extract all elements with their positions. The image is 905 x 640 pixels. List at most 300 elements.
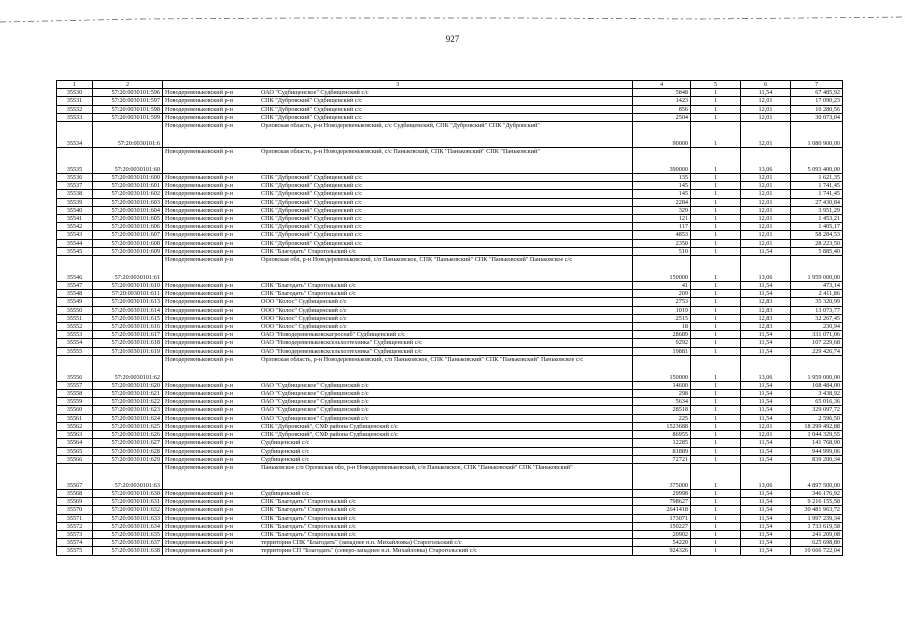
- description-text: ОАО "Судбищенское" Судбищенский с/с: [261, 398, 369, 406]
- table-row: [57, 206, 843, 214]
- table-row: [57, 522, 843, 530]
- district-name: Новодеревеньковский р-н: [165, 182, 233, 190]
- cadastral-value: 30 073,04: [791, 113, 843, 121]
- district-name: Новодеревеньковский р-н: [165, 390, 233, 398]
- row-number: 35554: [57, 339, 93, 347]
- table-row: [57, 148, 843, 174]
- cadastral-value: 27 430,84: [791, 198, 843, 206]
- row-number: 35553: [57, 331, 93, 339]
- district-name: Новодеревеньковский р-н: [165, 447, 233, 455]
- cadastral-value: 625 698,80: [791, 539, 843, 547]
- description-text: ООО "Колос" Судбищенский с/с: [261, 306, 347, 314]
- rate-value: 11,54: [741, 390, 791, 398]
- coefficient: 1: [691, 97, 741, 105]
- location-description: [163, 331, 633, 339]
- cadastral-number: 57:20:0030101:635: [93, 530, 163, 538]
- area-value: 924326: [633, 547, 691, 555]
- district-name: Новодеревеньковский р-н: [165, 113, 233, 121]
- location-description: [163, 390, 633, 398]
- description-text: СПК "Благодать" Старогольский с/с: [261, 498, 356, 506]
- cadastral-value: 839 200,34: [791, 455, 843, 463]
- cadastral-value: 1 997 239,34: [791, 514, 843, 522]
- area-value: 1423: [633, 97, 691, 105]
- location-description: [163, 97, 633, 105]
- rate-value: 11,54: [741, 439, 791, 447]
- row-number: 35567: [57, 463, 93, 489]
- district-name: Новодеревеньковский р-н: [165, 339, 233, 347]
- table-row: [57, 489, 843, 497]
- cadastral-value: 3 951,29: [791, 206, 843, 214]
- table-row: [57, 547, 843, 555]
- table-row: [57, 530, 843, 538]
- district-name: Новодеревеньковский р-н: [165, 455, 233, 463]
- table-row: [57, 431, 843, 439]
- area-value: 2350: [633, 239, 691, 247]
- district-name: Новодеревеньковский р-н: [165, 223, 233, 231]
- coefficient: 1: [691, 148, 741, 174]
- cadastral-value: 346 176,92: [791, 489, 843, 497]
- table-row: [57, 355, 843, 381]
- area-value: 29998: [633, 489, 691, 497]
- description-text: Судбищенский с/с: [261, 439, 310, 447]
- row-number: 35538: [57, 190, 93, 198]
- table-row: [57, 539, 843, 547]
- coefficient: 1: [691, 215, 741, 223]
- description-text: СПК "Дубровский" Судбищенский с/с: [261, 239, 362, 247]
- row-number: 35569: [57, 498, 93, 506]
- area-value: 5634: [633, 398, 691, 406]
- description-text: территория СП "Благодать" (северо-западнее н.п. Михайловка) Старогольский с/с: [261, 547, 477, 555]
- cadastral-number: 57:20:0030101:631: [93, 498, 163, 506]
- table-row: [57, 339, 843, 347]
- row-number: 35575: [57, 547, 93, 555]
- row-number: 35571: [57, 514, 93, 522]
- cadastral-number: 57:20:0030101:602: [93, 190, 163, 198]
- district-name: Новодеревеньковский р-н: [165, 206, 233, 214]
- cadastral-number: 57:20:0030101:615: [93, 314, 163, 322]
- cadastral-number: 57:20:0030101:626: [93, 431, 163, 439]
- table-row: [57, 256, 843, 282]
- cadastral-number: 57:20:0030101:633: [93, 514, 163, 522]
- rate-value: 11,54: [741, 455, 791, 463]
- cadastral-value: 141 768,90: [791, 439, 843, 447]
- table-row: [57, 447, 843, 455]
- rate-value: 12,83: [741, 314, 791, 322]
- row-number: 35545: [57, 247, 93, 255]
- coefficient: 1: [691, 381, 741, 389]
- cadastral-value: 168 484,00: [791, 381, 843, 389]
- cadastral-value: 5 885,40: [791, 247, 843, 255]
- cadastral-number: 57:20:0030101:629: [93, 455, 163, 463]
- district-name: Новодеревеньковский р-н: [165, 306, 233, 314]
- location-description: [163, 455, 633, 463]
- location-description: [163, 547, 633, 555]
- area-value: 209: [633, 290, 691, 298]
- location-description: [163, 223, 633, 231]
- table-row: [57, 198, 843, 206]
- coefficient: 1: [691, 390, 741, 398]
- row-number: 35534: [57, 122, 93, 148]
- location-description: [163, 113, 633, 121]
- location-description: [163, 439, 633, 447]
- area-value: 510: [633, 247, 691, 255]
- coefficient: 1: [691, 347, 741, 355]
- row-number: 35551: [57, 314, 93, 322]
- row-number: 35570: [57, 506, 93, 514]
- coefficient: 1: [691, 182, 741, 190]
- description-text: Орловская обл, р-н Новодеревеньковский, с/п Паньковское, СПК "Паньковский" СПК "Паньковский" Паньковское с/с: [261, 256, 573, 264]
- location-description: [163, 247, 633, 255]
- district-name: Новодеревеньковский р-н: [165, 105, 233, 113]
- location-description: [163, 414, 633, 422]
- coefficient: 1: [691, 89, 741, 97]
- description-text: СПК "Дубровский" Судбищенский с/с: [261, 206, 362, 214]
- cadastral-number: 57:20:0030101:619: [93, 347, 163, 355]
- district-name: Новодеревеньковский р-н: [165, 239, 233, 247]
- rate-value: 11,54: [741, 247, 791, 255]
- description-text: СПК "Дубровский" Судбищенский с/с: [261, 105, 362, 113]
- coefficient: 1: [691, 290, 741, 298]
- cadastral-number: 57:20:0030101:638: [93, 547, 163, 555]
- cadastral-number: 57:20:0030101:621: [93, 390, 163, 398]
- cadastral-number: 57:20:0030101:603: [93, 198, 163, 206]
- cadastral-value: 1 959 000,00: [791, 355, 843, 381]
- table-row: [57, 306, 843, 314]
- cadastral-value: 1 405,17: [791, 223, 843, 231]
- table-row: [57, 514, 843, 522]
- row-number: 35552: [57, 323, 93, 331]
- location-description: [163, 431, 633, 439]
- district-name: Новодеревеньковский р-н: [165, 347, 233, 355]
- coefficient: 1: [691, 455, 741, 463]
- coefficient: 1: [691, 447, 741, 455]
- description-text: Орловская область, р-н Новодеревеньковский, с/с Судбищенский, СПК "Дубровский" СПК "Дубровский": [261, 122, 540, 130]
- column-header: 3: [163, 81, 633, 89]
- cadastral-value: 2 411,86: [791, 290, 843, 298]
- coefficient: 1: [691, 514, 741, 522]
- table-row: [57, 239, 843, 247]
- rate-value: 11,54: [741, 414, 791, 422]
- cadastral-number: 57:20:0030101:607: [93, 231, 163, 239]
- cadastral-value: 329 097,72: [791, 406, 843, 414]
- cadastral-number: 57:20:0030101:611: [93, 290, 163, 298]
- row-number: 35531: [57, 97, 93, 105]
- cadastral-number: 57:20:0030101:628: [93, 447, 163, 455]
- district-name: Новодеревеньковский р-н: [165, 331, 233, 339]
- location-description: [163, 122, 633, 148]
- rate-value: 12,01: [741, 122, 791, 148]
- district-name: Новодеревеньковский р-н: [165, 514, 233, 522]
- table-row: [57, 406, 843, 414]
- district-name: Новодеревеньковский р-н: [165, 539, 233, 547]
- coefficient: 1: [691, 122, 741, 148]
- table-row: [57, 323, 843, 331]
- area-value: 5848: [633, 89, 691, 97]
- coefficient: 1: [691, 498, 741, 506]
- description-text: СПК "Благодать" Старогольский с/с: [261, 514, 356, 522]
- description-text: СПК "Благодать" Старогольский с/с: [261, 290, 356, 298]
- coefficient: 1: [691, 406, 741, 414]
- row-number: 35559: [57, 398, 93, 406]
- location-description: [163, 539, 633, 547]
- area-value: 72721: [633, 455, 691, 463]
- location-description: [163, 406, 633, 414]
- table-row: [57, 314, 843, 322]
- cadastral-value: 1 959 000,00: [791, 256, 843, 282]
- rate-value: 12,01: [741, 182, 791, 190]
- location-description: [163, 282, 633, 290]
- land-registry-table: [56, 80, 843, 556]
- description-text: СПК "Дубровский", СХФ района Судбищенский с/с: [261, 431, 398, 439]
- cadastral-number: 57:20:0030101:634: [93, 522, 163, 530]
- area-value: 150000: [633, 355, 691, 381]
- cadastral-number: 57:20:0030101:624: [93, 414, 163, 422]
- area-value: 173071: [633, 514, 691, 522]
- area-value: 28518: [633, 406, 691, 414]
- table-row: [57, 97, 843, 105]
- description-text: Судбищенский с/с: [261, 447, 310, 455]
- rate-value: 11,54: [741, 339, 791, 347]
- description-text: СПК "Дубровский" Судбищенский с/с: [261, 97, 362, 105]
- cadastral-number: 57:20:0030101:60: [93, 148, 163, 174]
- rate-value: 12,01: [741, 215, 791, 223]
- location-description: [163, 355, 633, 381]
- rate-value: 12,83: [741, 323, 791, 331]
- district-name: Новодеревеньковский р-н: [165, 174, 233, 182]
- rate-value: 11,54: [741, 539, 791, 547]
- area-value: 329: [633, 206, 691, 214]
- row-number: 35539: [57, 198, 93, 206]
- area-value: 12285: [633, 439, 691, 447]
- description-text: ОАО "Судбищенское" Судбищенский с/с: [261, 390, 369, 398]
- location-description: [163, 190, 633, 198]
- row-number: 35547: [57, 282, 93, 290]
- cadastral-number: 57:20:0030101:598: [93, 105, 163, 113]
- location-description: [163, 105, 633, 113]
- district-name: Новодеревеньковский р-н: [165, 381, 233, 389]
- table-row: [57, 190, 843, 198]
- cadastral-value: 107 229,68: [791, 339, 843, 347]
- row-number: 35572: [57, 522, 93, 530]
- row-number: 35548: [57, 290, 93, 298]
- coefficient: 1: [691, 306, 741, 314]
- rate-value: 12,01: [741, 231, 791, 239]
- cadastral-value: 3 438,92: [791, 390, 843, 398]
- location-description: [163, 323, 633, 331]
- table-row: [57, 422, 843, 430]
- cadastral-value: 32 267,45: [791, 314, 843, 322]
- description-text: ООО "Колос" Судбищенский с/с: [261, 314, 347, 322]
- rate-value: 13,06: [741, 256, 791, 282]
- row-number: 35544: [57, 239, 93, 247]
- district-name: Новодеревеньковский р-н: [165, 414, 233, 422]
- coefficient: 1: [691, 198, 741, 206]
- coefficient: 1: [691, 298, 741, 306]
- cadastral-value: 1 044 329,55: [791, 431, 843, 439]
- coefficient: 1: [691, 414, 741, 422]
- cadastral-number: 57:20:0030101:610: [93, 282, 163, 290]
- district-name: Новодеревеньковский р-н: [165, 406, 233, 414]
- row-number: 35550: [57, 306, 93, 314]
- rate-value: 12,01: [741, 97, 791, 105]
- location-description: [163, 447, 633, 455]
- coefficient: 1: [691, 247, 741, 255]
- cadastral-number: 57:20:0030101:6: [93, 122, 163, 148]
- cadastral-value: 1 453,21: [791, 215, 843, 223]
- cadastral-value: 230,94: [791, 323, 843, 331]
- coefficient: 1: [691, 547, 741, 555]
- cadastral-value: 58 284,53: [791, 231, 843, 239]
- cadastral-value: 67 485,92: [791, 89, 843, 97]
- row-number: 35558: [57, 390, 93, 398]
- district-name: Новодеревеньковский р-н: [165, 247, 233, 255]
- table-row: [57, 347, 843, 355]
- row-number: 35546: [57, 256, 93, 282]
- table-row: [57, 113, 843, 121]
- description-text: ООО "Колос" Судбищенский с/с: [261, 298, 347, 306]
- cadastral-number: 57:20:0030101:630: [93, 489, 163, 497]
- cadastral-value: 241 209,08: [791, 530, 843, 538]
- description-text: ОАО "Судбищенское" Судбищенский с/с: [261, 381, 369, 389]
- coefficient: 1: [691, 174, 741, 182]
- description-text: СПК "Дубровский" Судбищенский с/с: [261, 223, 362, 231]
- cadastral-value: 30 481 963,72: [791, 506, 843, 514]
- location-description: [163, 314, 633, 322]
- row-number: 35560: [57, 406, 93, 414]
- district-name: Новодеревеньковский р-н: [165, 148, 233, 156]
- area-value: 19881: [633, 347, 691, 355]
- rate-value: 13,06: [741, 355, 791, 381]
- rate-value: 11,54: [741, 347, 791, 355]
- area-value: 117: [633, 223, 691, 231]
- rate-value: 11,54: [741, 514, 791, 522]
- row-number: 35574: [57, 539, 93, 547]
- description-text: СПК "Благодать" Старогольский с/с: [261, 522, 356, 530]
- location-description: [163, 489, 633, 497]
- row-number: 35573: [57, 530, 93, 538]
- location-description: [163, 381, 633, 389]
- area-value: 2515: [633, 314, 691, 322]
- district-name: Новодеревеньковский р-н: [165, 398, 233, 406]
- district-name: Новодеревеньковский р-н: [165, 530, 233, 538]
- district-name: Новодеревеньковский р-н: [165, 89, 233, 97]
- description-text: ООО "Колос" Судбищенский с/с: [261, 323, 347, 331]
- description-text: ОАО "Новодеревеньковсксельхозтехника" Судбищенский с/с: [261, 339, 422, 347]
- location-description: [163, 231, 633, 239]
- district-name: Новодеревеньковский р-н: [165, 522, 233, 530]
- row-number: 35543: [57, 231, 93, 239]
- description-text: СПК "Дубровский" Судбищенский с/с: [261, 174, 362, 182]
- description-text: СПК "Благодать" Старогольский с/с: [261, 506, 356, 514]
- cadastral-number: 57:20:0030101:618: [93, 339, 163, 347]
- table-row: [57, 89, 843, 97]
- rate-value: 12,01: [741, 105, 791, 113]
- table-row: [57, 331, 843, 339]
- cadastral-number: 57:20:0030101:599: [93, 113, 163, 121]
- rate-value: 11,54: [741, 290, 791, 298]
- district-name: Новодеревеньковский р-н: [165, 122, 233, 130]
- row-number: 35549: [57, 298, 93, 306]
- coefficient: 1: [691, 422, 741, 430]
- row-number: 35541: [57, 215, 93, 223]
- rate-value: 12,83: [741, 306, 791, 314]
- description-text: СПК "Дубровский" Судбищенский с/с: [261, 231, 362, 239]
- cadastral-number: 57:20:0030101:61: [93, 256, 163, 282]
- district-name: Новодеревеньковский р-н: [165, 422, 233, 430]
- description-text: Орловская область, р-н Новодеревеньковский, с/п Паньковское, СПК "Паньковский" СПК "Паньковский" Паньковское с/с: [261, 355, 584, 363]
- district-name: Новодеревеньковский р-н: [165, 355, 233, 363]
- column-header: 5: [691, 81, 741, 89]
- description-text: Паньковское с/п Орловская обл, р-н Новодеревеньковский, с/п Паньковское, СПК "Паньковский" СПК "Паньковский": [261, 463, 573, 471]
- row-number: 35557: [57, 381, 93, 389]
- coefficient: 1: [691, 398, 741, 406]
- table-row: [57, 105, 843, 113]
- coefficient: 1: [691, 282, 741, 290]
- table-row: [57, 122, 843, 148]
- description-text: территория СПК "Благодать" (западнее н.п. Михайловка) Старогольский с/с: [261, 539, 462, 547]
- rate-value: 11,54: [741, 506, 791, 514]
- column-header: 6: [741, 81, 791, 89]
- table-row: [57, 182, 843, 190]
- cadastral-number: 57:20:0030101:597: [93, 97, 163, 105]
- description-text: СПК "Дубровский" Судбищенский с/с: [261, 182, 362, 190]
- cadastral-number: 57:20:0030101:609: [93, 247, 163, 255]
- cadastral-value: 13 073,77: [791, 306, 843, 314]
- table-row: [57, 498, 843, 506]
- district-name: Новодеревеньковский р-н: [165, 431, 233, 439]
- coefficient: 1: [691, 323, 741, 331]
- area-value: 856: [633, 105, 691, 113]
- cadastral-number: 57:20:0030101:627: [93, 439, 163, 447]
- row-number: 35563: [57, 431, 93, 439]
- cadastral-value: 9 216 155,58: [791, 498, 843, 506]
- coefficient: 1: [691, 489, 741, 497]
- coefficient: 1: [691, 339, 741, 347]
- cadastral-value: 4 897 500,00: [791, 463, 843, 489]
- description-text: ОАО "Судбищенское" Судбищенский с/с: [261, 89, 369, 97]
- table-row: [57, 455, 843, 463]
- description-text: Судбищенский с/с: [261, 455, 310, 463]
- row-number: 35562: [57, 422, 93, 430]
- table-row: [57, 463, 843, 489]
- district-name: Новодеревеньковский р-н: [165, 256, 233, 264]
- location-description: [163, 463, 633, 489]
- cadastral-number: 57:20:0030101:613: [93, 298, 163, 306]
- cadastral-value: 473,14: [791, 282, 843, 290]
- rate-value: 11,54: [741, 331, 791, 339]
- coefficient: 1: [691, 463, 741, 489]
- cadastral-number: 57:20:0030101:62: [93, 355, 163, 381]
- rate-value: 12,01: [741, 174, 791, 182]
- rate-value: 12,01: [741, 113, 791, 121]
- coefficient: 1: [691, 530, 741, 538]
- location-description: [163, 298, 633, 306]
- description-text: СПК "Дубровский" Судбищенский с/с: [261, 190, 362, 198]
- table-row: [57, 398, 843, 406]
- location-description: [163, 498, 633, 506]
- cadastral-value: 28 223,50: [791, 239, 843, 247]
- district-name: Новодеревеньковский р-н: [165, 547, 233, 555]
- coefficient: 1: [691, 239, 741, 247]
- location-description: [163, 182, 633, 190]
- cadastral-value: 1 621,35: [791, 174, 843, 182]
- rate-value: 12,01: [741, 190, 791, 198]
- cadastral-number: 57:20:0030101:622: [93, 398, 163, 406]
- area-value: 9292: [633, 339, 691, 347]
- rate-value: 12,01: [741, 198, 791, 206]
- district-name: Новодеревеньковский р-н: [165, 298, 233, 306]
- area-value: 54220: [633, 539, 691, 547]
